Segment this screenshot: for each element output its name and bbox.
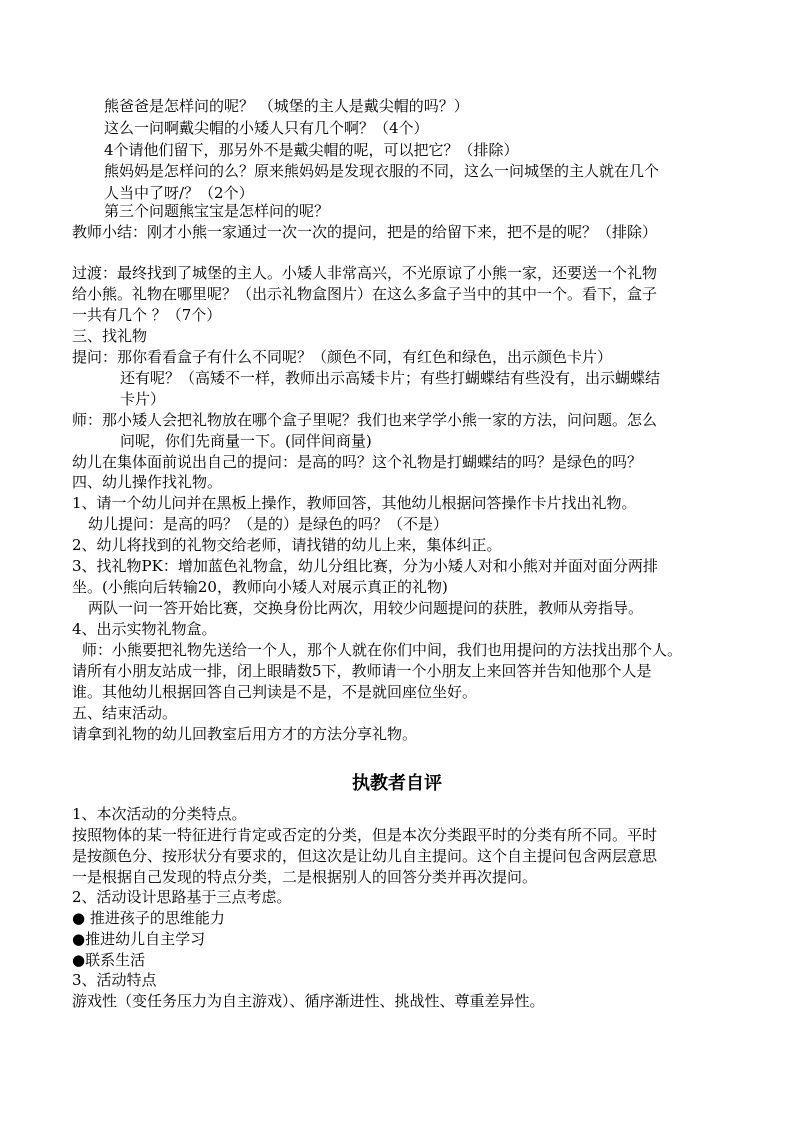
text-line: 请拿到礼物的幼儿回教室后用方才的方法分享礼物。 (72, 725, 418, 743)
text-line: 师：那小矮人会把礼物放在哪个盒子里呢？我们也来学学小熊一家的方法，问问题。怎么 (72, 411, 658, 429)
bullet-item: ●推进幼儿自主学习 (72, 930, 206, 948)
text-line: 熊妈妈是怎样问的么？原来熊妈妈是发现衣服的不同，这么一问城堡的主人就在几个 (104, 162, 660, 180)
section-heading: 三、找礼物 (72, 327, 148, 345)
text-line: 卡片） (120, 390, 166, 408)
text-line: 1、请一个幼儿问并在黑板上操作，教师回答，其他幼儿根据问答操作卡片找出礼物。 (72, 494, 637, 512)
text-line: 谁。其他幼儿根据回答自己判读是不是，不是就回座位坐好。 (72, 683, 478, 701)
text-line: 这么一问啊戴尖帽的小矮人只有几个啊？（4个） (104, 119, 429, 137)
text-line: 熊爸爸是怎样问的呢？ （城堡的主人是戴尖帽的吗？） (104, 97, 469, 115)
text-line: 提问：那你看看盒子有什么不同呢？（颜色不同，有红色和绿色，出示颜色卡片） (72, 348, 613, 366)
text-line: 给小熊。礼物在哪里呢？（出示礼物盒图片）在这么多盒子当中的其中一个。看下，盒子 (72, 285, 658, 303)
text-line: 一共有几个 ？（7个） (72, 306, 222, 324)
text-line: 是按颜色分、按形状分有要求的，但这次是让幼儿自主提问。这个自主提问包含两层意思 (72, 847, 658, 865)
text-line: 4个请他们留下，那另外不是戴尖帽的呢，可以把它？（排除） (104, 141, 519, 159)
text-line: 3、找礼物PK：增加蓝色礼物盒，幼儿分组比赛，分为小矮人对和小熊对并面对面分两排 (72, 557, 658, 575)
text-line: 第三个问题熊宝宝是怎样问的呢？ (104, 202, 330, 220)
text-line: 问呢，你们先商量一下。(同伴间商量) (120, 432, 372, 450)
text-line: 游戏性（变任务压力为自主游戏）、循序渐进性、挑战性、尊重差异性。 (72, 992, 545, 1010)
text-line: 幼儿提问：是高的吗？（是的）是绿色的吗？（不是） (88, 515, 449, 533)
text-line: 师：小熊要把礼物先送给一个人，那个人就在你们中间，我们也用提问的方法找出那个人。 (82, 641, 683, 659)
text-line: 2、幼儿将找到的礼物交给老师，请找错的幼儿上来，集体纠正。 (72, 536, 502, 554)
section-heading: 四、幼儿操作找礼物。 (72, 473, 223, 491)
bullet-item: ●联系生活 (72, 951, 146, 969)
review-title: 执教者自评 (352, 773, 442, 794)
text-line: 坐。(小熊向后转输20，教师向小矮人对展示真正的礼物) (72, 578, 448, 596)
text-line: 按照物体的某一特征进行肯定或否定的分类，但是本次分类跟平时的分类有所不同。平时 (72, 826, 658, 844)
text-line: 2、活动设计思路基于三点考虑。 (72, 888, 292, 906)
text-line: 1、本次活动的分类特点。 (72, 805, 247, 823)
text-line: 幼儿在集体面前说出自己的提问：是高的吗？这个礼物是打蝴蝶结的吗？是绿色的吗？ (72, 453, 643, 471)
text-line: 还有呢？（高矮不一样，教师出示高矮卡片；有些打蝴蝶结有些没有，出示蝴蝶结 (120, 369, 661, 387)
text-line: 3、活动特点 (72, 971, 157, 989)
text-line: 过渡：最终找到了城堡的主人。小矮人非常高兴，不光原谅了小熊一家，还要送一个礼物 (72, 264, 658, 282)
bullet-item: ● 推进孩子的思维能力 (72, 909, 225, 927)
text-line: 请所有小朋友站成一排，闭上眼睛数5下，教师请一个小朋友上来回答并告知他那个人是 (72, 662, 652, 680)
section-heading: 五、结束活动。 (72, 704, 178, 722)
text-line: 两队一问一答开始比赛，交换身份比两次，用较少问题提问的获胜，教师从旁指导。 (88, 599, 644, 617)
text-line: 4、出示实物礼物盒。 (72, 620, 217, 638)
text-line: 一是根据自己发现的特点分类，二是根据别人的回答分类并再次提问。 (72, 868, 538, 886)
teacher-summary: 教师小结：刚才小熊一家通过一次一次的提问，把是的给留下来，把不是的呢？（排除） (72, 223, 658, 241)
text-line: 人当中了呀/？（2个） (104, 184, 254, 202)
